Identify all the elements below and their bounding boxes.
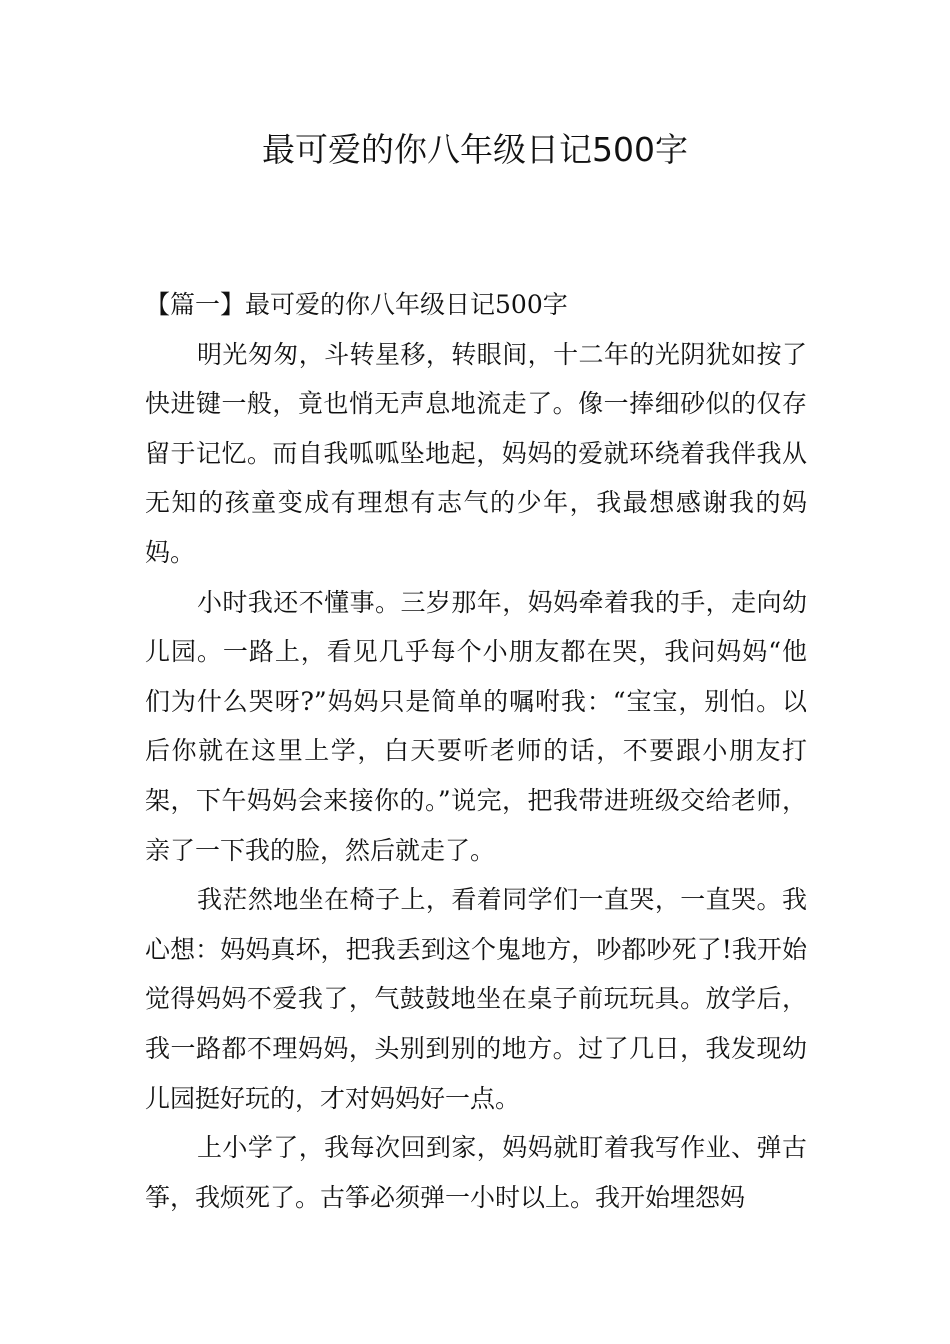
document-title: 最可爱的你八年级日记500字 [262, 130, 688, 169]
paragraph-4: 上小学了，我每次回到家，妈妈就盯着我写作业、弹古筝，我烦死了。古筝必须弹一小时以上。我开始埋怨妈 [145, 1133, 807, 1212]
section-heading: 【篇一】最可爱的你八年级日记500字 [145, 290, 568, 319]
paragraph-1: 明光匆匆，斗转星移，转眼间，十二年的光阴犹如按了快进键一般，竟也悄无声息地流走了。像一捧细砂似的仅存留于记忆。而自我呱呱坠地起，妈妈的爱就环绕着我伴我从无知的孩童变成有理想有志气的少年，我最想感谢我的妈妈。 [145, 339, 807, 567]
paragraph-2: 小时我还不懂事。三岁那年，妈妈牵着我的手，走向幼儿园。一路上，看见几乎每个小朋友都在哭，我问妈妈“他们为什么哭呀?”妈妈只是简单的嘱咐我：“宝宝，别怕。以后你就在这里上学，白天要听老师的话，不要跟小朋友打架，下午妈妈会来接你的。”说完，把我带进班级交给老师，亲了一下我的脸，然后就走了。 [145, 587, 807, 865]
paragraph-3: 我茫然地坐在椅子上，看着同学们一直哭，一直哭。我心想：妈妈真坏，把我丢到这个鬼地方，吵都吵死了!我开始觉得妈妈不爱我了，气鼓鼓地坐在桌子前玩玩具。放学后，我一路都不理妈妈，头别到别的地方。过了几日，我发现幼儿园挺好玩的，才对妈妈好一点。 [145, 885, 807, 1113]
document-body [145, 280, 807, 1222]
